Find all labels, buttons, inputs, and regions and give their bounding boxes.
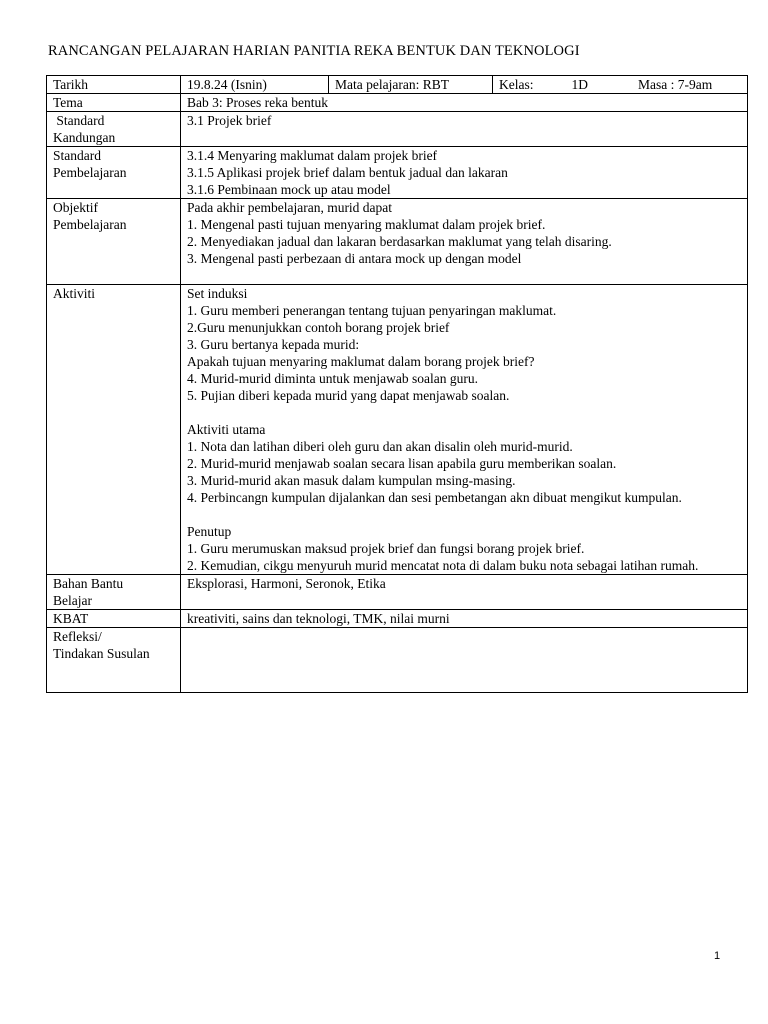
row-objektif [47,199,748,285]
bahan-value: Eksplorasi, Harmoni, Seronok, Etika [181,575,748,610]
aktiviti-utama-item: 1. Nota dan latihan diberi oleh guru dan akan disalin oleh murid-murid. [187,439,573,454]
row-refleksi [47,628,748,693]
refleksi-label-2: Tindakan Susulan [53,646,150,661]
aktiviti-utama-item: 2. Murid-murid menjawab soalan secara lisan apabila guru memberikan soalan. [187,456,617,471]
row-aktiviti [47,285,748,575]
subject-field: Mata pelajaran: RBT [329,76,493,93]
aktiviti-utama-item: 4. Perbincangn kumpulan dijalankan dan sesi pembetangan akn dibuat mengikut kumpulan. [187,490,682,505]
tema-value: Bab 3: Proses reka bentuk [181,94,748,112]
set-induksi-item: Apakah tujuan menyaring maklumat dalam borang projek brief? [187,354,535,369]
row-standard-kandungan [47,112,748,147]
objektif-label-1: Objektif [53,200,98,215]
aktiviti-utama-heading: Aktiviti utama [187,422,266,437]
set-induksi-item: 3. Guru bertanya kepada murid: [187,337,360,352]
set-induksi-heading: Set induksi [187,286,248,301]
lesson-plan-table [46,75,748,693]
standard-pembelajaran-item: 3.1.6 Pembinaan mock up atau model [187,182,391,197]
objektif-label-2: Pembelajaran [53,217,127,232]
bahan-label-1: Bahan Bantu [53,576,124,591]
kbat-value: kreativiti, sains dan teknologi, TMK, nilai murni [181,610,748,628]
standard-pembelajaran-item: 3.1.5 Aplikasi projek brief dalam bentuk jadual dan lakaran [187,165,508,180]
set-induksi-item: 2.Guru menunjukkan contoh borang projek brief [187,320,450,335]
tarikh-label: Tarikh [47,76,181,94]
row-tarikh [47,76,748,94]
objektif-item: 2. Menyediakan jadual dan lakaran berdasarkan maklumat yang telah disaring. [187,234,612,249]
objektif-item: 1. Mengenal pasti tujuan menyaring maklumat dalam projek brief. [187,217,546,232]
kelas-label: Kelas: [499,77,534,92]
aktiviti-label: Aktiviti [47,285,181,575]
document-title: RANCANGAN PELAJARAN HARIAN PANITIA REKA BENTUK DAN TEKNOLOGI [48,43,580,59]
set-induksi-item: 5. Pujian diberi kepada murid yang dapat menjawab soalan. [187,388,510,403]
standard-pembelajaran-item: 3.1.4 Menyaring maklumat dalam projek brief [187,148,438,163]
refleksi-label-1: Refleksi/ [53,629,102,644]
standard-kandungan-label-1: Standard [53,113,105,128]
penutup-heading: Penutup [187,524,232,539]
tema-label: Tema [47,94,181,112]
kelas-value: 1D [571,77,588,92]
page-number: 1 [714,950,721,962]
set-induksi-item: 1. Guru memberi penerangan tentang tujuan penyaringan maklumat. [187,303,557,318]
masa-field: Masa : 7-9am [638,77,713,92]
row-bahan-bantu [47,575,748,610]
standard-kandungan-value: 3.1 Projek brief [181,112,748,147]
penutup-item: 1. Guru merumuskan maksud projek brief dan fungsi borang projek brief. [187,541,585,556]
objektif-item: 3. Mengenal pasti perbezaan di antara mock up dengan model [187,251,522,266]
objektif-item: Pada akhir pembelajaran, murid dapat [187,200,393,215]
standard-pembelajaran-label-2: Pembelajaran [53,165,127,180]
row-kbat [47,610,748,628]
aktiviti-utama-item: 3. Murid-murid akan masuk dalam kumpulan msing-masing. [187,473,516,488]
standard-pembelajaran-label-1: Standard [53,148,101,163]
bahan-label-2: Belajar [53,593,92,608]
row-tema [47,94,748,112]
penutup-item: 2. Kemudian, cikgu menyuruh murid mencatat nota di dalam buku nota sebagai latihan rumah. [187,558,699,573]
standard-kandungan-label-2: Kandungan [53,130,116,145]
kbat-label: KBAT [47,610,181,628]
row-standard-pembelajaran [47,147,748,199]
tarikh-value: 19.8.24 (Isnin) [181,76,329,93]
refleksi-value [181,628,748,693]
set-induksi-item: 4. Murid-murid diminta untuk menjawab soalan guru. [187,371,478,386]
